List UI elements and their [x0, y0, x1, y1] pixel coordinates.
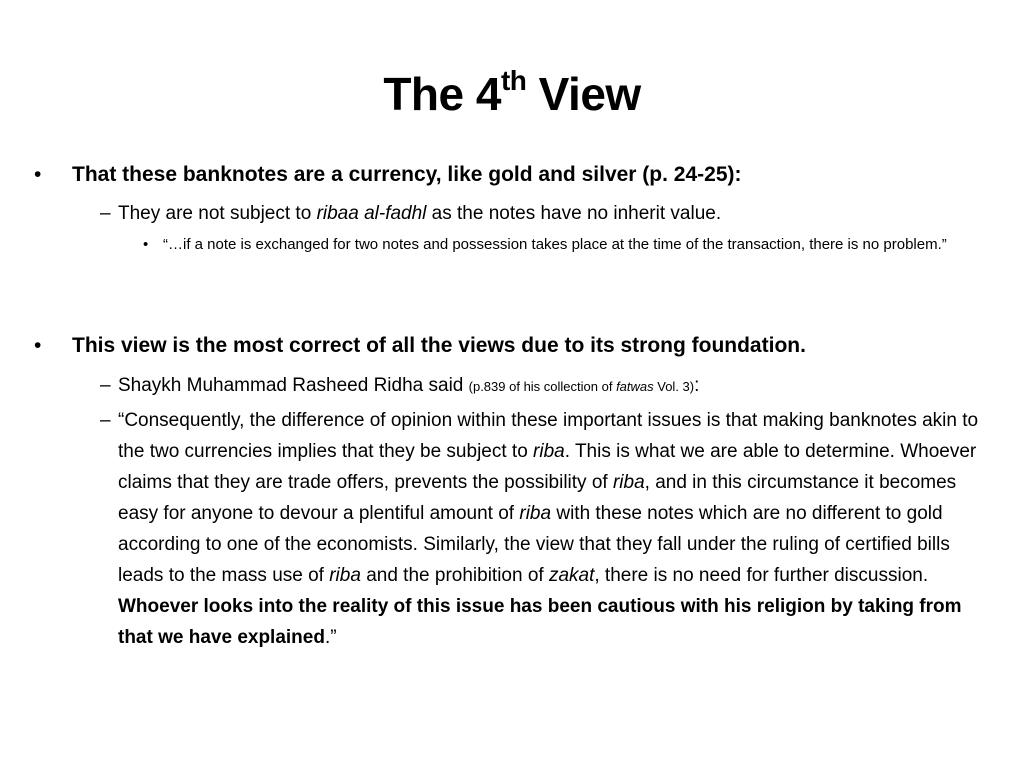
bullet-2-text: This view is the most correct of all the views due to its strong foundation. — [72, 334, 806, 357]
title-superscript: th — [500, 65, 527, 96]
bullet-2-sub-1 — [100, 370, 988, 402]
quote-part-2: . This is what we are able to determine. Whoever claims that they are trade offers, prevents the possibility of — [118, 441, 977, 493]
bullet-2-sub-2-marker: – — [100, 410, 111, 431]
bullet-1-sub-1-marker: – — [100, 203, 111, 224]
title-main: The 4 — [383, 68, 501, 120]
bullet-2-sub-1-text — [118, 370, 988, 402]
bullet-1-sub-1-pre: They are not subject to — [118, 203, 317, 224]
quote-italic-4: riba — [329, 565, 361, 586]
bullet-2-sub-1-marker: – — [100, 375, 111, 396]
bullet-1-text: That these banknotes are a currency, like gold and silver (p. 24-25): — [72, 163, 742, 186]
quote-italic-2: riba — [612, 472, 645, 493]
bullet-1-sub-1-quote-marker: • — [143, 236, 149, 253]
citation-post: Vol. 3) — [653, 379, 695, 394]
quote-part-6: , there is no need for further discussion. — [594, 565, 929, 586]
bullet-2-sub-2 — [100, 405, 988, 653]
quote-part-1: “Consequently, the difference of opinion within these important issues is that making banknotes akin to the two currencies implies that they be subject to — [118, 410, 979, 462]
bullet-1-sub-1-text — [118, 198, 988, 229]
quote-italic-1: riba — [533, 441, 565, 462]
bullet-2-sub-1-colon: : — [694, 375, 700, 396]
quote-part-3: , and in this circumstance it becomes easy for anyone to devour a plentiful amount of — [118, 472, 957, 524]
quote-bold: Whoever looks into the reality of this issue has been cautious with his religion by taking from that we have explained — [118, 596, 962, 648]
title-suffix: View — [526, 68, 641, 120]
citation-italic: fatwas — [616, 379, 654, 394]
bullet-2 — [34, 333, 806, 359]
slide-title — [0, 64, 1024, 124]
quote-italic-3: riba — [519, 503, 552, 524]
bullet-1-marker: • — [34, 163, 42, 186]
bullet-2-marker: • — [34, 334, 42, 357]
bullet-1-sub-1-quote — [143, 233, 993, 257]
quote-italic-5: zakat — [548, 565, 595, 586]
citation — [469, 379, 694, 394]
citation-pre: (p.839 of his collection of — [468, 379, 617, 394]
bullet-1-sub-1 — [100, 198, 988, 229]
bullet-1-sub-1-italic: ribaa al-fadhl — [316, 203, 427, 224]
bullet-2-sub-2-quote — [118, 405, 988, 653]
quote-part-4: with these notes which are no different to gold according to one of the economists. Similarly, the view that they fall under the ruling of certified bills leads to the mass use of — [118, 503, 950, 586]
bullet-1-sub-1-post: as the notes have no inherit value. — [426, 203, 722, 224]
bullet-2-sub-1-pre: Shaykh Muhammad Rasheed Ridha said — [118, 375, 469, 396]
bullet-1 — [34, 162, 742, 188]
quote-part-5: and the prohibition of — [360, 565, 549, 586]
bullet-1-sub-1-quote-text: “…if a note is exchanged for two notes and possession takes place at the time of the transaction, there is no problem.” — [163, 236, 947, 253]
quote-end: .” — [324, 627, 337, 648]
